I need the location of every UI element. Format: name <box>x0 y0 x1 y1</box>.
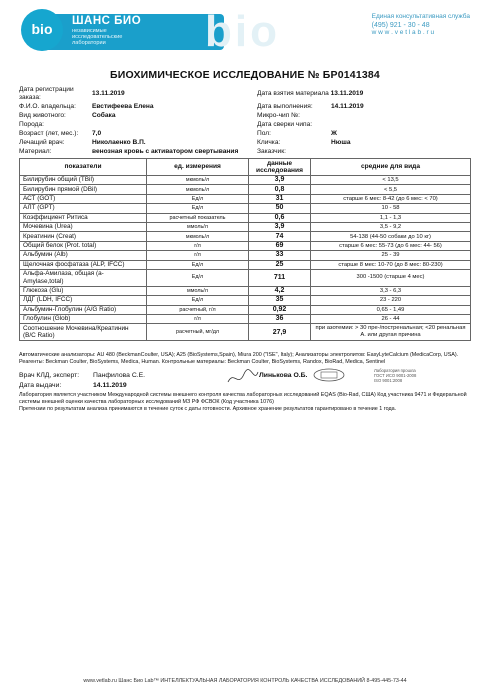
cell-unit: ммоль/л <box>147 222 249 231</box>
header <box>0 0 490 68</box>
issue-date-value: 14.11.2019 <box>93 382 127 389</box>
info-value-material: венозная кровь с активатором свертывания <box>92 148 239 155</box>
retention-note: Претензии по результатам анализа принимаются в течение суток с даты готовности. Архивное хранение результатов гарантировано в течение 1 года. <box>19 406 397 412</box>
signature-mark-icon <box>226 366 260 388</box>
table-row <box>20 204 471 213</box>
contact-service: Единая консультативная служба <box>371 13 470 20</box>
info-value-species: Собака <box>92 112 116 119</box>
col-header-value: данные исследования <box>249 159 311 176</box>
cell-parameter: Альбумин-Глобулин (A/G Ratio) <box>20 305 147 314</box>
cell-reference: 10 - 58 <box>311 204 471 213</box>
cell-value: 25 <box>249 260 311 269</box>
cell-value: 3,9 <box>249 222 311 231</box>
info-label-owner: Ф.И.О. владельца: <box>19 103 76 110</box>
cell-parameter: Билирубин общий (TBil) <box>20 176 147 185</box>
info-label-chip-check: Дата сверки чипа: <box>257 121 313 128</box>
contact-site: w w w . v e t l a b . r u <box>371 29 435 36</box>
info-value-owner: Евстифеева Елена <box>92 103 154 110</box>
cell-reference: старше 6 мес: 8-42 (до 6 мес: < 70) <box>311 194 471 203</box>
table-row <box>20 269 471 286</box>
cell-parameter: АСТ (GOT) <box>20 194 147 203</box>
quality-note: Лаборатория является участником Международной системы внешнего контроля качества лабораторных исследований EQAS (Bio-Rad, США) Код участника 9471 и Федеральной системы внешней оценки качества лабораторных исследований МЗ РФ ФСВОК (Код участника 1076) <box>19 392 467 405</box>
cell-parameter: ЛДГ (LDH, IFCC) <box>20 296 147 305</box>
cell-unit: мкмоль/л <box>147 176 249 185</box>
table-row <box>20 260 471 269</box>
cell-unit: расчетный, мг/дл <box>147 324 249 341</box>
info-label-age: Возраст (лет, мес.): <box>19 130 79 137</box>
cell-unit: ммоль/л <box>147 286 249 295</box>
cell-value: 33 <box>249 251 311 260</box>
results-table <box>19 158 471 341</box>
cell-unit: Ед/л <box>147 296 249 305</box>
table-row <box>20 222 471 231</box>
cell-parameter: Соотношение Мочевина/Креатинин (B/C Ratio) <box>20 324 147 341</box>
cell-unit: расчетный показатель <box>147 213 249 222</box>
info-label-sex: Пол: <box>257 130 271 137</box>
info-label-doctor: Лечащий врач: <box>19 139 65 146</box>
cell-parameter: Коэффициент Ритиса <box>20 213 147 222</box>
col-header-reference: средние для вида <box>311 159 471 176</box>
table-row <box>20 324 471 341</box>
bio-logo-icon: bio <box>21 9 63 51</box>
cell-value: 74 <box>249 232 311 241</box>
col-header-unit: ед. измерения <box>147 159 249 176</box>
cell-parameter: Глобулин (Glob) <box>20 315 147 324</box>
info-label-species: Вид животного: <box>19 112 66 119</box>
cell-value: 0,8 <box>249 185 311 194</box>
info-label-breed: Порода: <box>19 121 44 128</box>
info-label-customer: Заказчик: <box>257 148 286 155</box>
table-header-row <box>20 159 471 176</box>
issue-date-label: Дата выдачи: <box>19 382 62 389</box>
cell-value: 3,9 <box>249 176 311 185</box>
cell-parameter: Креатинин (Creat) <box>20 232 147 241</box>
cell-reference: 1,1 - 1,3 <box>311 213 471 222</box>
info-label-chip: Микро-чип №: <box>257 112 301 119</box>
certification-seal: Лаборатория прошла ГОСТ ИСО 9001-2008 ISO 9001:2008 <box>374 368 417 383</box>
cell-unit: мкмоль/л <box>147 185 249 194</box>
cell-unit: Ед/л <box>147 269 249 286</box>
col-header-parameter: показатели <box>20 159 147 176</box>
signer-name: Линькова О.Б. <box>259 372 308 379</box>
info-value-nickname: Нюша <box>331 139 351 146</box>
watermark-logo: bio <box>205 7 280 56</box>
table-row <box>20 315 471 324</box>
table-row <box>20 296 471 305</box>
cell-parameter: АЛТ (GPT) <box>20 204 147 213</box>
info-value-sex: Ж <box>331 130 337 137</box>
cell-parameter: Альфа-Амилаза, общая (a-Amylase,total) <box>20 269 147 286</box>
table-row <box>20 176 471 185</box>
doctor-label: Врач КЛД, эксперт: <box>19 372 80 379</box>
cell-value: 31 <box>249 194 311 203</box>
info-label-completion: Дата выполнения: <box>257 103 313 110</box>
table-row <box>20 241 471 250</box>
page-footer: www.vetlab.ru Шанс Био Lab™ ИНТЕЛЛЕКТУАЛЬНАЯ ЛАБОРАТОРИЯ КОНТРОЛЬ КАЧЕСТВА ИССЛЕДОВАНИЙ 8-495-445-73-44 <box>83 678 407 684</box>
cell-value: 0,92 <box>249 305 311 314</box>
contact-block <box>372 13 470 36</box>
cell-parameter: Общий белок (Prot. total) <box>20 241 147 250</box>
cell-value: 4,2 <box>249 286 311 295</box>
cell-unit: расчетный, г/л <box>147 305 249 314</box>
doctor-name: Панфилова С.Е. <box>93 372 146 379</box>
cell-reference: 25 - 39 <box>311 251 471 260</box>
table-row <box>20 286 471 295</box>
info-label-registration: Дата регистрации заказа: <box>19 86 74 102</box>
cell-reference: 0,65 - 1,49 <box>311 305 471 314</box>
cell-value: 35 <box>249 296 311 305</box>
table-row <box>20 232 471 241</box>
cell-unit: г/л <box>147 315 249 324</box>
cell-reference: < 5,5 <box>311 185 471 194</box>
cell-reference: старше 8 мес: 10-70 (до 8 мес: 80-230) <box>311 260 471 269</box>
contact-phone: (495) 921 - 30 - 48 <box>371 22 430 29</box>
page-title: БИОХИМИЧЕСКОЕ ИССЛЕДОВАНИЕ № БР0141384 <box>110 69 380 81</box>
cell-reference: 54-138 (44-50 собаки до 10 кг) <box>311 232 471 241</box>
cell-unit: Ед/л <box>147 260 249 269</box>
cell-reference: 300 -1500 (старше 4 мес) <box>311 269 471 286</box>
info-label-nickname: Кличка: <box>257 139 281 146</box>
analyzers-note: Автоматические анализаторы: AU 480 (BeckmanCoulter, USA); A25 (BioSystems,Spain), Miura 200 ("ISE", Italy); Анализаторы электролитов: EasyLyteCalcium (MedicaCorp, USA). Реагенты: Beckman Coulter, BioSystems, Medica, Human. Контрольные материалы: Beckman Coulter, BioSystems, Randox, BioRad, Medica, Sentinel <box>19 352 459 365</box>
cell-unit: г/л <box>147 251 249 260</box>
cell-reference: 3,3 - 6,3 <box>311 286 471 295</box>
table-row <box>20 305 471 314</box>
cell-parameter: Мочевина (Urea) <box>20 222 147 231</box>
cell-parameter: Глюкоза (Glu) <box>20 286 147 295</box>
cell-unit: Ед/л <box>147 204 249 213</box>
cell-unit: г/л <box>147 241 249 250</box>
info-value-registration: 13.11.2019 <box>92 90 125 97</box>
cell-value: 711 <box>249 269 311 286</box>
cell-reference: старше 6 мес: 55-73 (до 6 мес: 44- 56) <box>311 241 471 250</box>
cell-unit: Ед/л <box>147 194 249 203</box>
cell-parameter: Билирубин прямой (DBil) <box>20 185 147 194</box>
cell-value: 0,6 <box>249 213 311 222</box>
table-row <box>20 194 471 203</box>
cell-value: 36 <box>249 315 311 324</box>
brand-tagline: независимые исследовательские лаборатории <box>72 28 123 46</box>
info-label-sampling: Дата взятия материала 13.11.2019 <box>257 90 364 97</box>
cell-parameter: Альбумин (Alb) <box>20 251 147 260</box>
cell-value: 69 <box>249 241 311 250</box>
info-value-doctor: Николаенко В.П. <box>92 139 146 146</box>
cell-value: 27,9 <box>249 324 311 341</box>
cell-reference: < 13,5 <box>311 176 471 185</box>
cell-unit: мкмоль/л <box>147 232 249 241</box>
info-value-age: 7,0 <box>92 130 102 137</box>
table-row <box>20 213 471 222</box>
table-row <box>20 185 471 194</box>
table-row <box>20 251 471 260</box>
cell-value: 50 <box>249 204 311 213</box>
rosaccred-logo-icon <box>313 368 345 382</box>
cell-reference: при азотемии: > 30 пре-/постренальная; <20 ренальная А. или другая причина <box>311 324 471 341</box>
brand-name: ШАНС БИО <box>72 15 142 27</box>
cell-parameter: Щелочная фосфатаза (ALP, IFCC) <box>20 260 147 269</box>
cell-reference: 26 - 44 <box>311 315 471 324</box>
cell-reference: 3,5 - 9,2 <box>311 222 471 231</box>
cell-reference: 23 - 220 <box>311 296 471 305</box>
info-value-completion: 14.11.2019 <box>331 103 364 110</box>
info-label-material: Материал: <box>19 148 52 155</box>
